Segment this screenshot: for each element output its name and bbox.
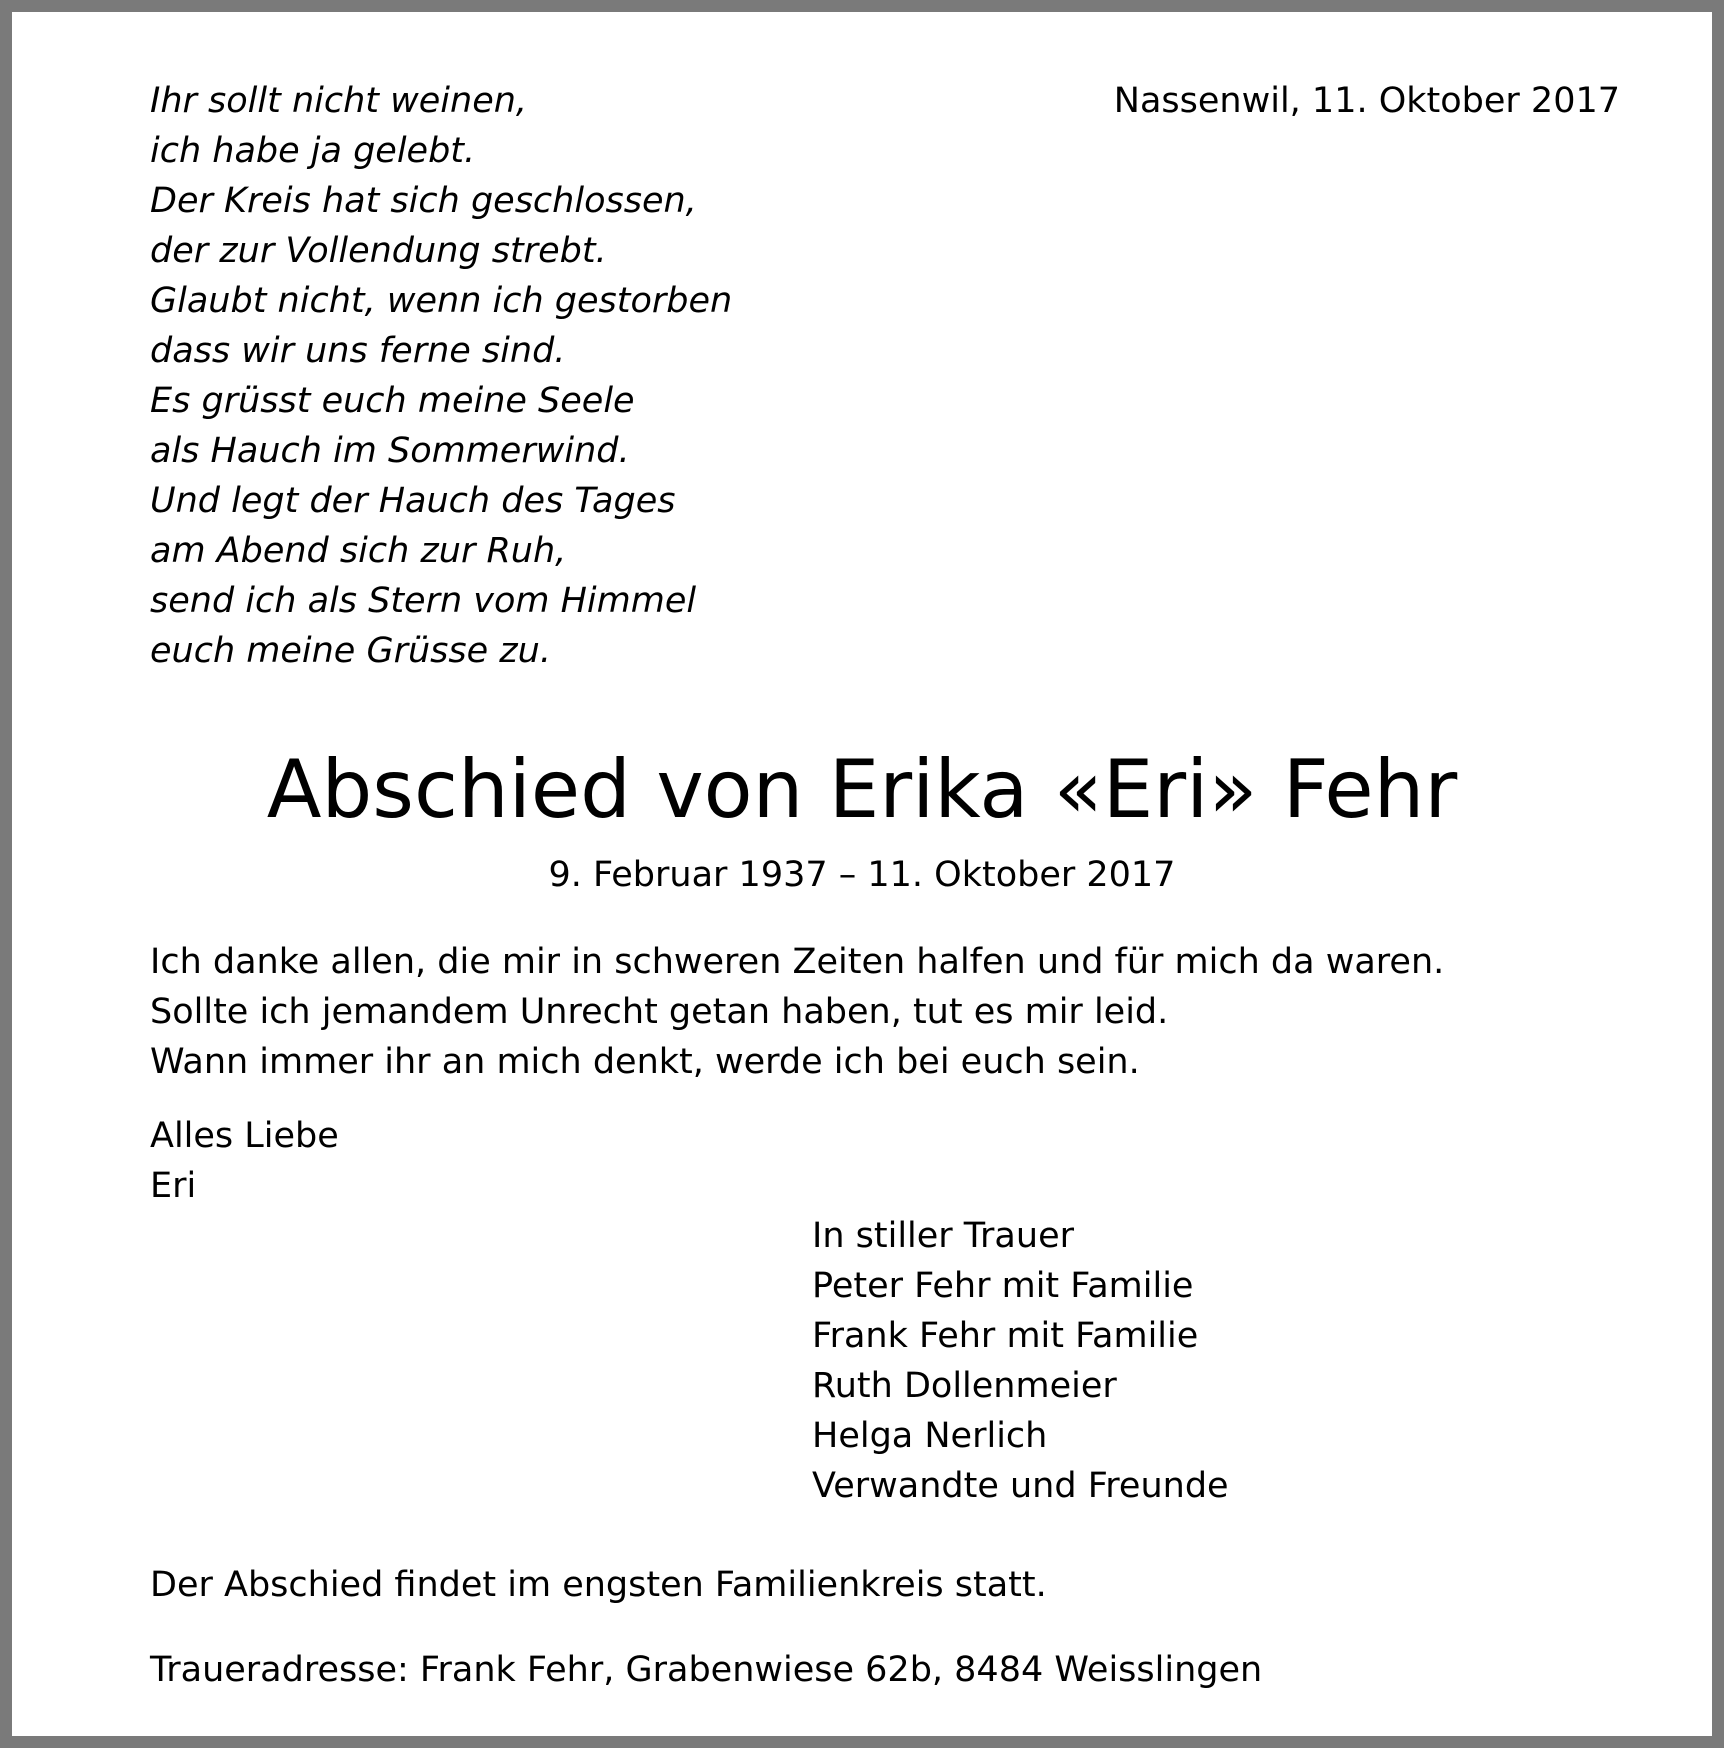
mourner-name: Peter Fehr mit Familie	[812, 1266, 1194, 1306]
poem-line: Es grüsst euch meine Seele	[150, 381, 635, 421]
thank-you-message	[150, 937, 1444, 1087]
poem-line: euch meine Grüsse zu.	[150, 631, 551, 671]
poem-line: dass wir uns ferne sind.	[150, 331, 566, 371]
message-line: Sollte ich jemandem Unrecht getan haben, tut es mir leid.	[150, 992, 1169, 1032]
closing-text: Alles Liebe	[150, 1116, 339, 1156]
poem-line: Der Kreis hat sich geschlossen,	[150, 181, 697, 221]
poem	[150, 76, 732, 676]
signoff	[150, 1111, 339, 1211]
poem-line: der zur Vollendung strebt.	[150, 231, 607, 271]
farewell-note: Der Abschied findet im engsten Familienkreis statt.	[150, 1565, 1047, 1605]
poem-line: am Abend sich zur Ruh,	[150, 531, 567, 571]
mourner-name: Frank Fehr mit Familie	[812, 1316, 1199, 1356]
signature-text: Eri	[150, 1166, 197, 1206]
obituary-page	[12, 12, 1712, 1736]
mourner-name: Helga Nerlich	[812, 1416, 1048, 1456]
poem-line: send ich als Stern vom Himmel	[150, 581, 697, 621]
message-line: Ich danke allen, die mir in schweren Zeiten halfen und für mich da waren.	[150, 942, 1445, 982]
notice-title: Abschied von Erika «Eri» Fehr	[266, 743, 1458, 836]
mourners-list	[812, 1211, 1229, 1511]
poem-line: Und legt der Hauch des Tages	[150, 481, 676, 521]
poem-line: ich habe ja gelebt.	[150, 131, 476, 171]
mourner-name: Verwandte und Freunde	[812, 1466, 1229, 1506]
poem-line: als Hauch im Sommerwind.	[150, 431, 630, 471]
lifespan-dates: 9. Februar 1937 – 11. Oktober 2017	[548, 855, 1176, 895]
place-date: Nassenwil, 11. Oktober 2017	[1113, 81, 1620, 121]
poem-line: Glaubt nicht, wenn ich gestorben	[150, 281, 733, 321]
message-line: Wann immer ihr an mich denkt, werde ich bei euch sein.	[150, 1042, 1140, 1082]
mourner-name: Ruth Dollenmeier	[812, 1366, 1117, 1406]
poem-line: Ihr sollt nicht weinen,	[150, 81, 528, 121]
mourning-address: Traueradresse: Frank Fehr, Grabenwiese 62b, 8484 Weisslingen	[150, 1650, 1263, 1690]
mourners-intro: In stiller Trauer	[812, 1216, 1074, 1256]
